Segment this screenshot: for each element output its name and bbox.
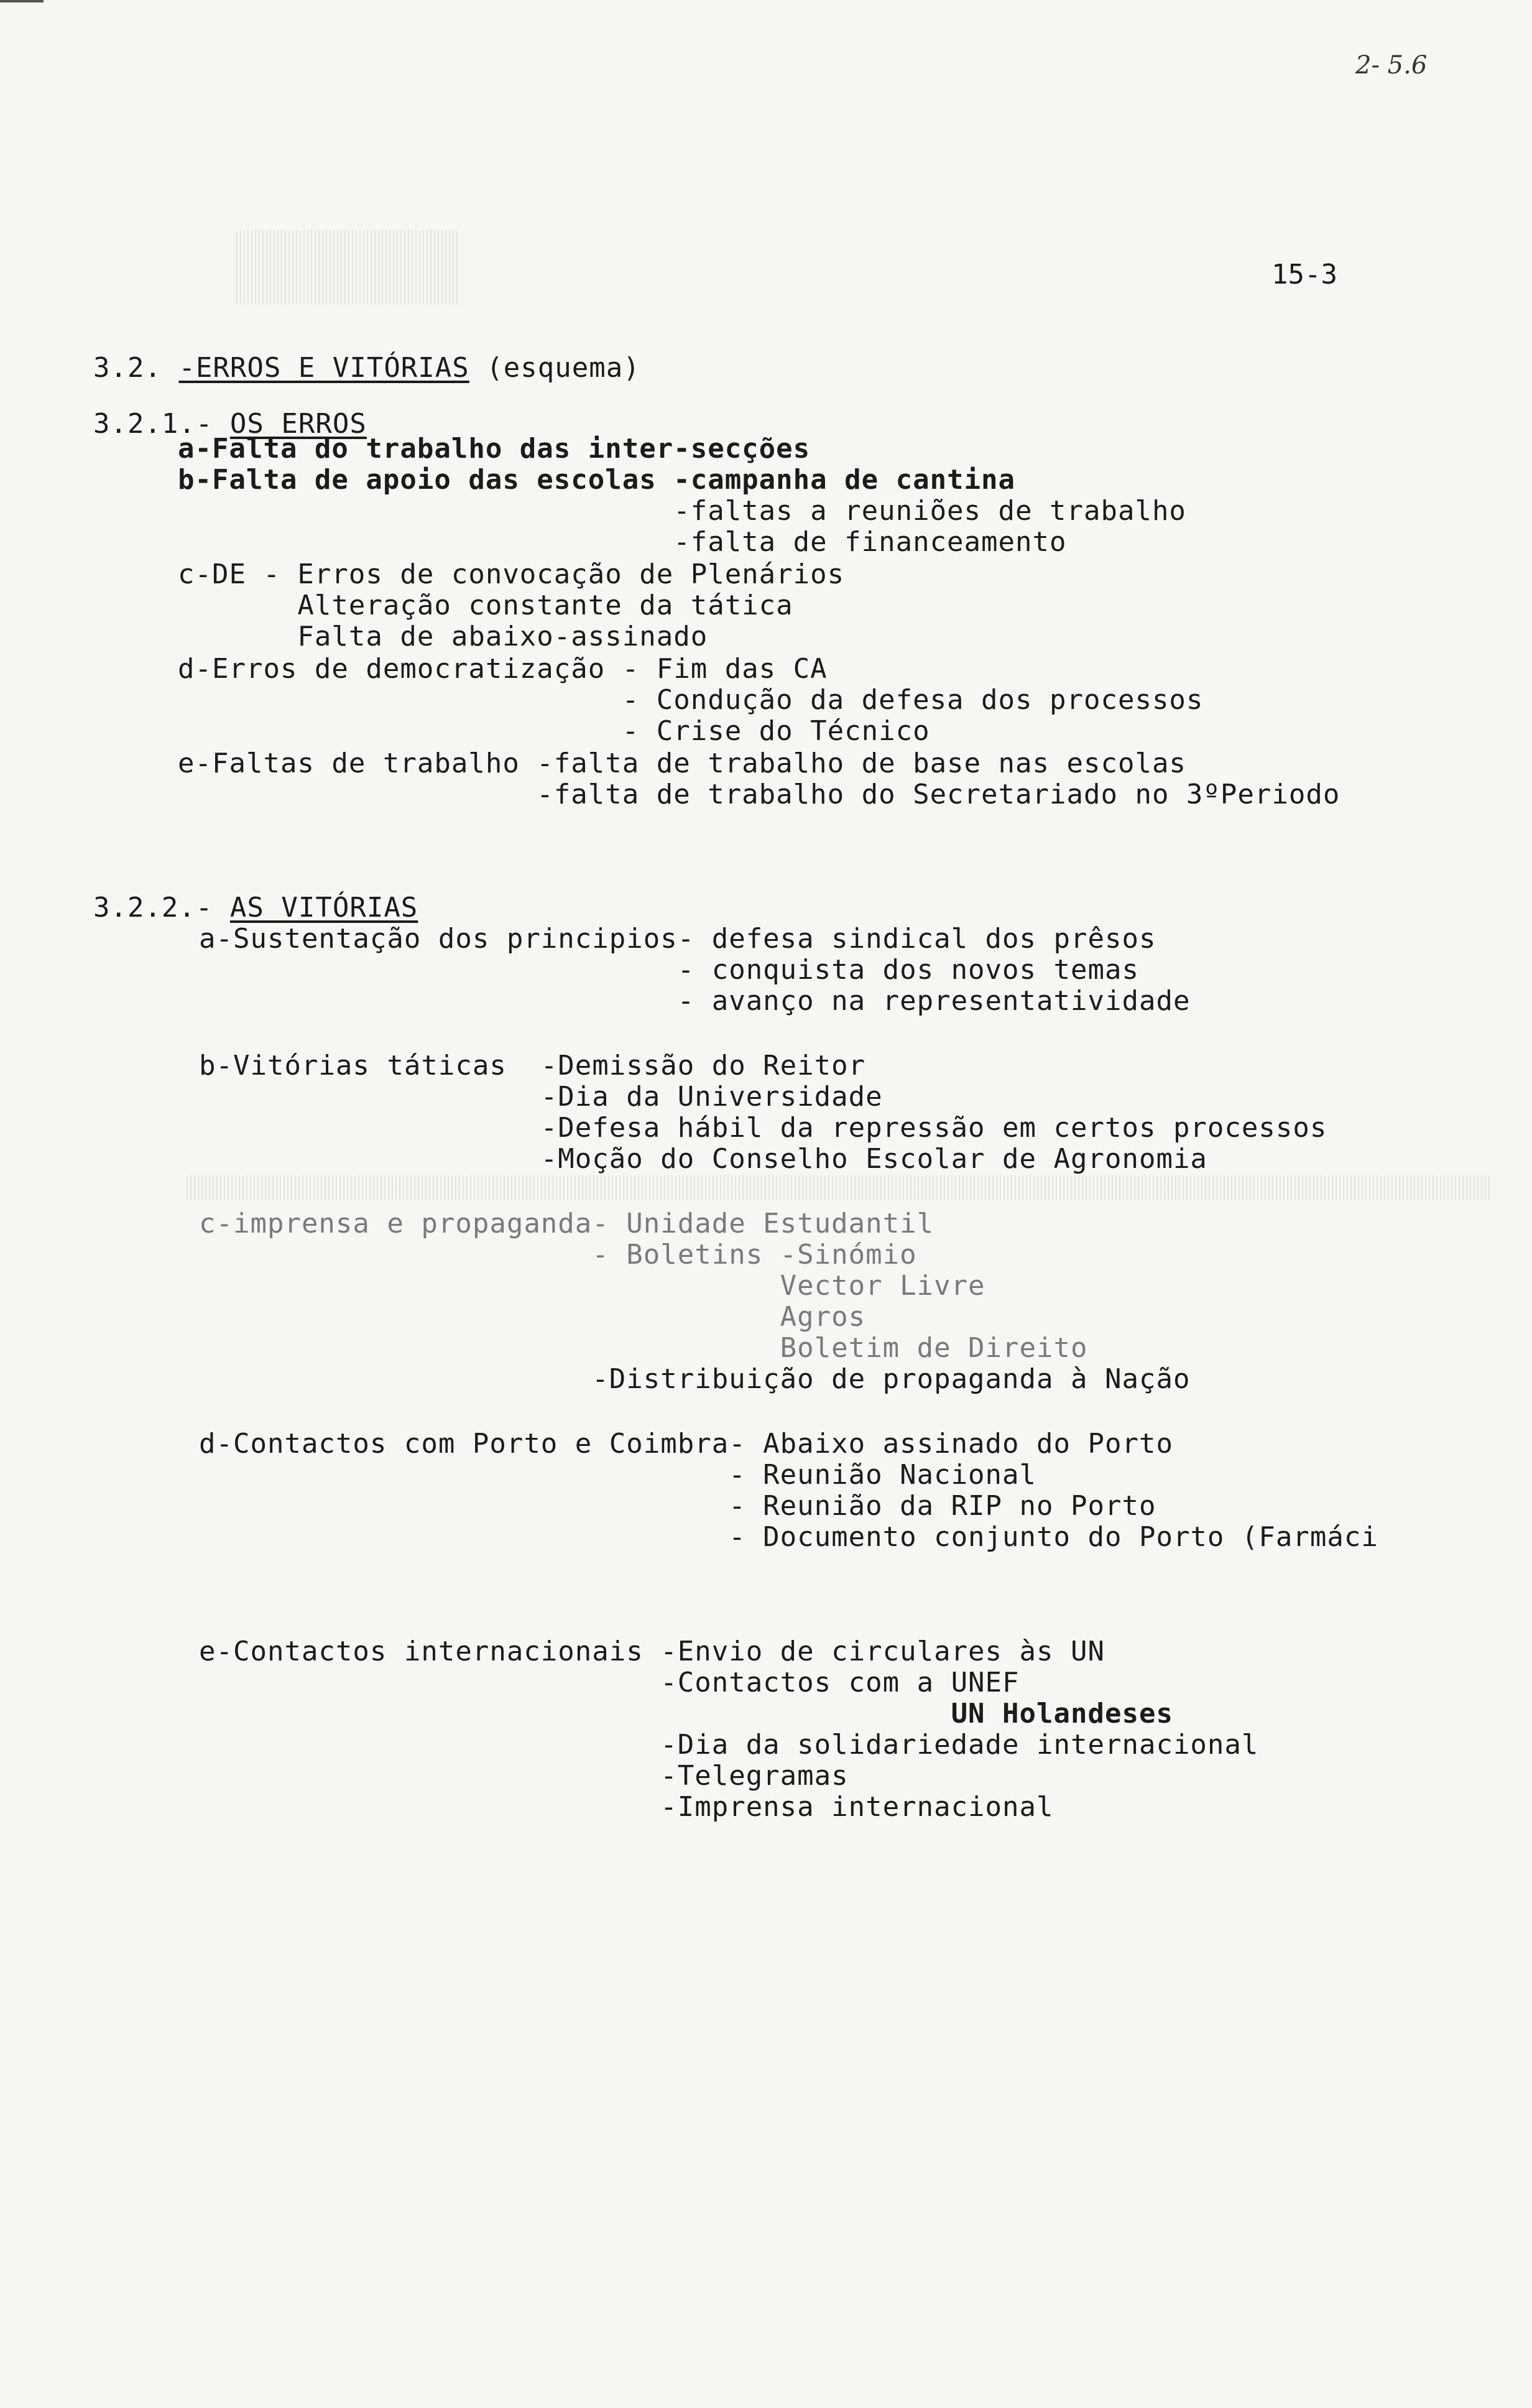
vitorias-a-line: - avanço na representatividade <box>199 985 1191 1017</box>
vitorias-c-line: Boletim de Direito <box>199 1332 1088 1364</box>
vitorias-title: AS VITÓRIAS <box>229 892 418 924</box>
vitorias-c-line: -Distribuição de propaganda à Nação <box>199 1363 1191 1395</box>
vitorias-c-line: c-imprensa e propaganda- Unidade Estudantil <box>199 1208 934 1239</box>
vitorias-c-line: Agros <box>199 1301 866 1333</box>
vitorias-b-line: b-Vitórias táticas -Demissão do Reitor <box>199 1050 866 1081</box>
vitorias-e-line: -Dia da solidariedade internacional <box>199 1729 1259 1761</box>
vitorias-c-line: - Boletins -Sinómio <box>199 1239 917 1271</box>
vitorias-a-line: - conquista dos novos temas <box>199 954 1139 986</box>
erros-line: a-Falta do trabalho das inter-secções <box>178 433 811 465</box>
vitorias-c-line: Vector Livre <box>199 1270 985 1302</box>
vitorias-b-line: -Moção do Conselho Escolar de Agronomia <box>199 1143 1207 1175</box>
erros-line: b-Falta de apoio das escolas -campanha de cantina <box>178 464 1016 496</box>
erros-number: 3.2.1.- <box>93 408 213 440</box>
section-title: -ERROS E VITÓRIAS <box>178 352 469 384</box>
vitorias-e-line: -Contactos com a UNEF <box>199 1667 1020 1698</box>
vitorias-a-line: a-Sustentação dos principios- defesa sindical dos prêsos <box>199 923 1156 955</box>
erros-line: e-Faltas de trabalho -falta de trabalho de base nas escolas <box>178 748 1186 779</box>
page-number: 15-3 <box>1271 259 1337 290</box>
vitorias-e-line: -Imprensa internacional <box>199 1791 1054 1823</box>
section-subtitle: (esquema) <box>486 352 640 384</box>
erros-line: c-DE - Erros de convocação de Plenários <box>178 558 845 590</box>
vitorias-e-line: UN Holandeses <box>199 1698 1173 1730</box>
handwritten-note: 2- 5.6 <box>1355 51 1428 80</box>
erros-title: OS ERROS <box>229 408 367 440</box>
vitorias-d-line: - Reunião Nacional <box>199 1459 1037 1491</box>
erros-line: Falta de abaixo-assinado <box>178 621 708 652</box>
vitorias-b-line: -Dia da Universidade <box>199 1081 883 1113</box>
vitorias-d-line: - Reunião da RIP no Porto <box>199 1490 1156 1522</box>
section-number: 3.2. <box>93 352 162 384</box>
vitorias-d-line: - Documento conjunto do Porto (Farmáci <box>199 1521 1378 1553</box>
erros-line: Alteração constante da tática <box>178 590 793 621</box>
erros-line: -faltas a reuniões de trabalho <box>178 495 1186 527</box>
vitorias-d-line: d-Contactos com Porto e Coimbra- Abaixo assinado do Porto <box>199 1428 1173 1460</box>
erros-line: - Crise do Técnico <box>178 715 930 747</box>
erros-line: -falta de trabalho do Secretariado no 3ºPeriodo <box>178 779 1340 810</box>
corner-mark <box>0 0 44 2</box>
vitorias-number: 3.2.2.- <box>93 892 213 924</box>
smudge-mid <box>187 1175 1492 1200</box>
erros-line: d-Erros de democratização - Fim das CA <box>178 653 828 685</box>
vitorias-e-line: -Telegramas <box>199 1760 849 1792</box>
vitorias-b-line: -Defesa hábil da repressão em certos processos <box>199 1112 1327 1144</box>
vitorias-e-line: e-Contactos internacionais -Envio de circulares às UN <box>199 1636 1105 1667</box>
erros-line: - Condução da defesa dos processos <box>178 684 1204 716</box>
smudge-top <box>236 230 460 305</box>
erros-line: -falta de financeamento <box>178 526 1067 558</box>
